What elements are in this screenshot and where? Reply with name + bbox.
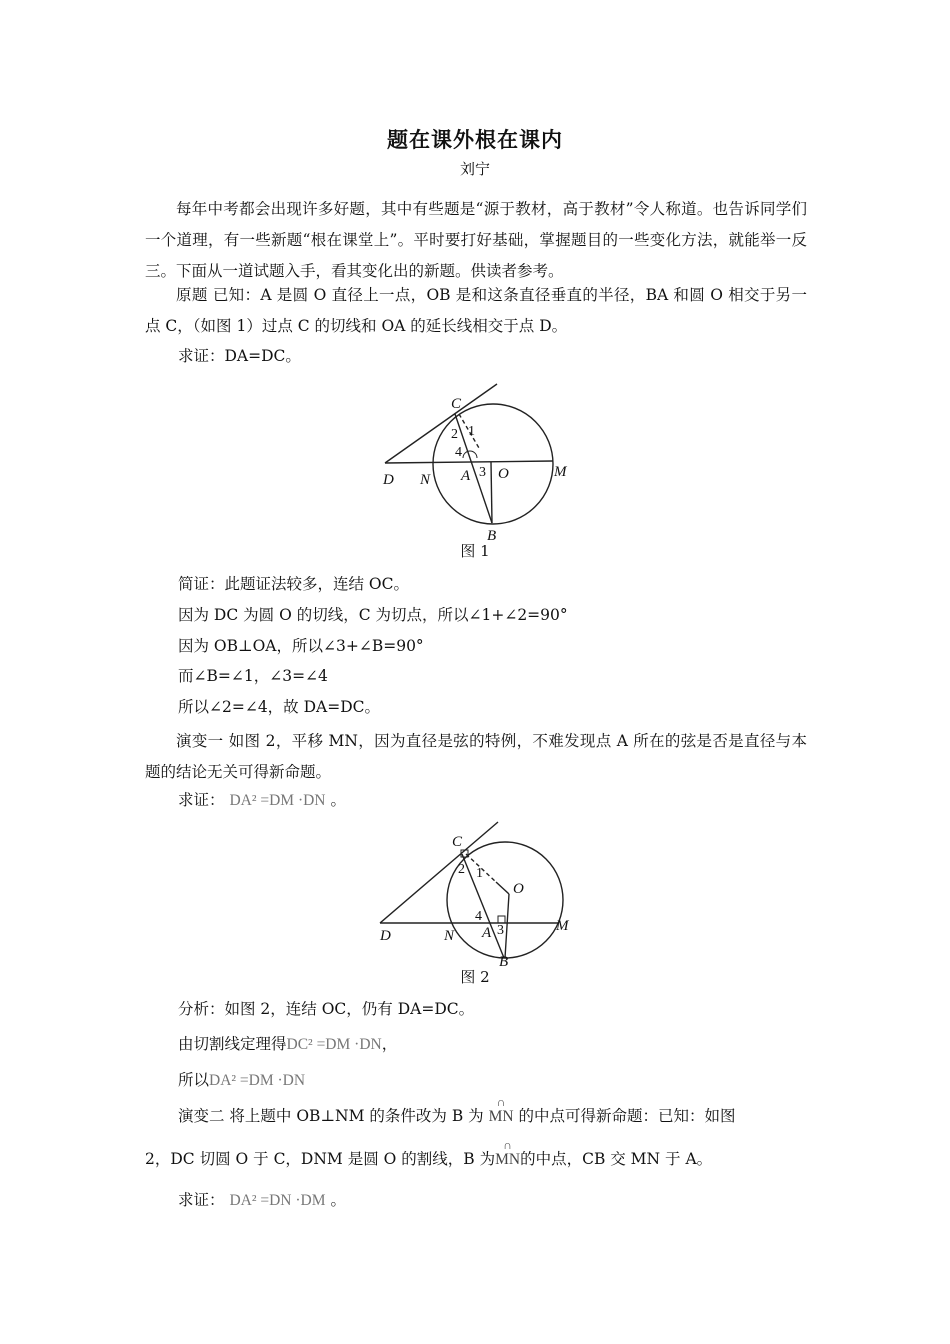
fig2-label-d: D — [380, 928, 391, 944]
fig1-label-o: O — [498, 466, 509, 482]
variant-2-text-d: 的中点，CB 交 MN 于 A。 — [520, 1150, 713, 1168]
proof-line-3: 因为 OB⊥OA，所以∠3+∠B=90° — [178, 637, 424, 655]
fig2-label-b: B — [499, 954, 509, 968]
proof-line-5: 所以∠2=∠4，故 DA=DC。 — [178, 698, 381, 716]
proof-line-1: 简证：此题证法较多，连结 OC。 — [178, 575, 409, 593]
fig1-radius-ob — [491, 462, 492, 523]
figure-1-caption: 图 1 — [460, 542, 490, 560]
fig1-label-a: A — [461, 468, 471, 484]
fig2-angle-2: 2 — [458, 862, 465, 877]
prove-3-prefix: 求证： — [178, 1191, 225, 1209]
variant-2-line-2 — [145, 1138, 713, 1169]
arc-mn-label-2: MN — [495, 1151, 521, 1168]
fig2-angle-3: 3 — [497, 923, 504, 938]
fig1-angle-4: 4 — [455, 445, 462, 460]
prove-statement-2 — [178, 788, 346, 810]
author-name: 刘宁 — [459, 160, 490, 178]
fig1-diameter-line — [385, 461, 553, 463]
fig1-label-b: B — [487, 528, 497, 543]
fig1-circle — [433, 404, 553, 524]
prove-3-formula: DA² =DN ·DM — [229, 1192, 326, 1209]
fig2-angle-4: 4 — [475, 909, 482, 924]
fig2-label-o: O — [513, 881, 524, 897]
fig2-label-n: N — [444, 928, 455, 944]
fig1-angle-3: 3 — [479, 465, 486, 480]
article-title: 题在课外根在课内 — [387, 127, 563, 152]
prove-2-formula: DA² =DM ·DN — [229, 792, 326, 809]
fig2-label-m: M — [556, 918, 569, 934]
variant-2-line-1 — [178, 1095, 736, 1126]
arc-mn-1: ∩ MN — [488, 1095, 514, 1125]
proof-line-2: 因为 DC 为圆 O 的切线，C 为切点，所以∠1+∠2=90° — [178, 606, 568, 624]
analysis-line: 分析：如图 2，连结 OC，仍有 DA=DC。 — [178, 1000, 475, 1018]
intro-paragraph: 每年中考都会出现许多好题，其中有些题是“源于教材，高于教材”令人称道。也告诉同学们一个道理，有一些新题“根在课堂上”。平时要打好基础，掌握题目的一些变化方法，就能举一反三。下面从一道试题入手，看其变化出的新题。供读者参考。 — [145, 200, 807, 280]
variant-1-paragraph: 演变一 如图 2，平移 MN，因为直径是弦的特例，不难发现点 A 所在的弦是否是直径与本题的结论无关可得新命题。 — [145, 732, 807, 781]
fig1-angle-1: 1 — [468, 424, 475, 439]
so-formula: DA² =DM ·DN — [209, 1072, 306, 1089]
so-prefix: 所以 — [178, 1071, 210, 1089]
proof-line-4: 而∠B=∠1，∠3=∠4 — [178, 667, 328, 685]
variant-2-text-c: 2，DC 切圆 O 于 C，DNM 是圆 O 的割线，B 为 — [145, 1150, 496, 1168]
fig1-label-d: D — [383, 472, 394, 488]
prove-2-suffix: 。 — [330, 791, 346, 809]
prove-3-suffix: 。 — [330, 1191, 346, 1209]
arc-mn-2: ∩ MN — [495, 1138, 521, 1168]
fig1-label-m: M — [554, 464, 567, 480]
secant-prefix: 由切割线定理得 — [178, 1035, 287, 1053]
arc-mn-label-1: MN — [488, 1108, 514, 1125]
fig1-angle-2: 2 — [451, 427, 458, 442]
fig1-label-n: N — [420, 472, 431, 488]
figure-2-caption: 图 2 — [460, 968, 490, 986]
fig1-tangent-line — [385, 384, 497, 463]
variant-2-text-b: 的中点可得新命题：已知：如图 — [518, 1107, 736, 1125]
figure-1-diagram — [375, 378, 580, 543]
fig2-label-a: A — [482, 925, 492, 941]
figure-2-diagram — [372, 820, 587, 968]
secant-formula: DC² =DM ·DN — [286, 1036, 382, 1053]
fig1-label-c: C — [451, 396, 462, 412]
secant-suffix: ， — [381, 1035, 398, 1053]
fig2-radius-ob — [505, 894, 509, 958]
prove-statement-1: 求证：DA=DC。 — [178, 347, 301, 365]
fig2-angle-1: 1 — [476, 866, 483, 881]
conclusion-line — [178, 1068, 305, 1090]
variant-2-text-a: 演变二 将上题中 OB⊥NM 的条件改为 B 为 — [178, 1107, 484, 1125]
secant-theorem-line — [178, 1032, 397, 1054]
fig2-label-c: C — [452, 834, 463, 850]
original-problem: 原题 已知：A 是圆 O 直径上一点，OB 是和这条直径垂直的半径，BA 和圆 O 相交于另一点 C，（如图 1）过点 C 的切线和 OA 的延长线相交于点 D。 — [145, 286, 807, 335]
prove-statement-3 — [178, 1188, 346, 1210]
prove-2-prefix: 求证： — [178, 791, 225, 809]
